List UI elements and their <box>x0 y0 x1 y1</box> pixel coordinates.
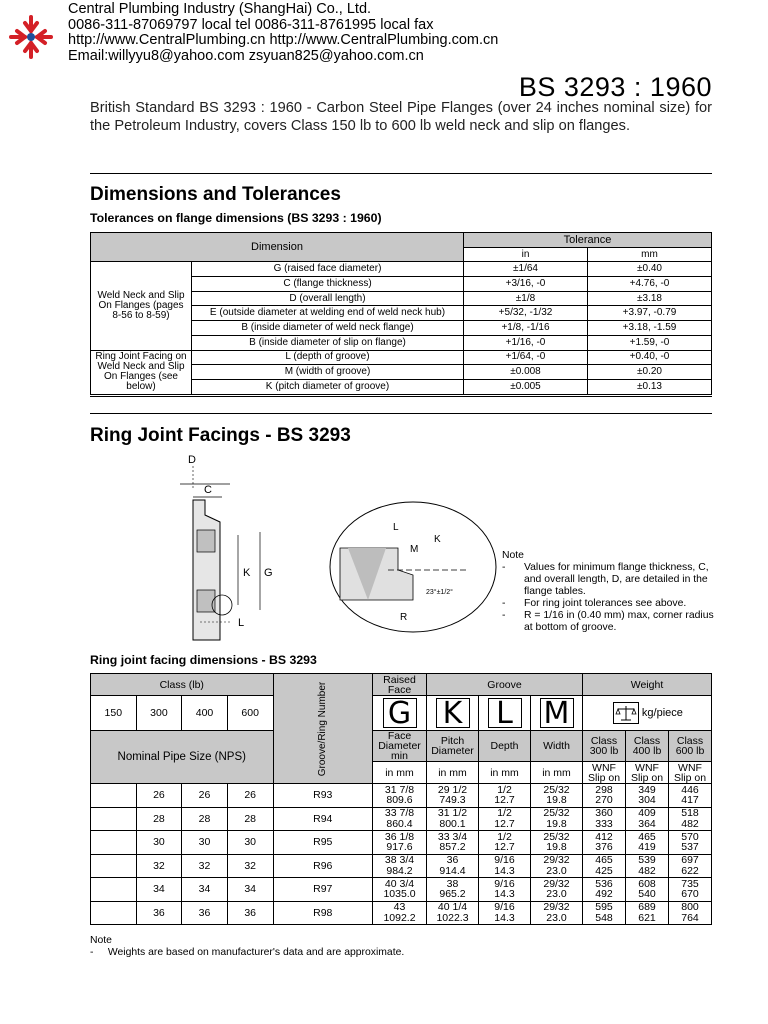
cell-c300: 26 <box>136 784 182 808</box>
th-w400: Class 400 lb <box>626 731 669 762</box>
cell-pitch: 31 1/2 800.1 <box>427 807 479 831</box>
table-row <box>91 854 712 878</box>
groove-detail-diagram <box>328 500 498 635</box>
k-label: K <box>243 567 251 579</box>
cell-c600: 32 <box>227 854 273 878</box>
cell-c400: 32 <box>182 854 228 878</box>
cell-in: +1/8, -1/16 <box>464 321 588 336</box>
th-pitch: Pitch Diameter <box>427 731 479 762</box>
cell-mm: +0.40, -0 <box>588 350 712 365</box>
th-mm: mm <box>588 247 712 262</box>
class-400: 400 <box>182 696 228 731</box>
th-depth: Depth <box>479 731 531 762</box>
th-weight: Weight <box>583 674 712 696</box>
th-groove: Groove <box>427 674 583 696</box>
cell-face: 38 3/4 984.2 <box>373 854 427 878</box>
cell-c300: 30 <box>136 831 182 855</box>
cell-c400: 36 <box>182 901 228 925</box>
cell-dim: G (raised face diameter) <box>192 262 464 277</box>
cell-in: ±1/8 <box>464 291 588 306</box>
divider <box>90 396 712 397</box>
table-row <box>91 350 712 365</box>
th-tolerance: Tolerance <box>464 233 712 248</box>
cell-face: 36 1/8 917.6 <box>373 831 427 855</box>
th-w300: Class 300 lb <box>583 731 626 762</box>
cell-depth: 9/16 14.3 <box>479 878 531 902</box>
cell-w600: 446 417 <box>669 784 712 808</box>
unit-pitch: in mm <box>427 762 479 784</box>
cell-dim: E (outside diameter at welding end of weld neck hub) <box>192 306 464 321</box>
l-label: L <box>238 617 245 629</box>
cell-mm: ±3.18 <box>588 291 712 306</box>
cell-face: 40 3/4 1035.0 <box>373 878 427 902</box>
company-phone: 0086-311-87069797 local tel 0086-311-8761995 local fax <box>68 16 434 33</box>
cell-c600: 26 <box>227 784 273 808</box>
c-label: C <box>204 484 212 496</box>
cell-c300: 32 <box>136 854 182 878</box>
class-300: 300 <box>136 696 182 731</box>
th-nps: Nominal Pipe Size (NPS) <box>91 731 274 784</box>
cell-c150 <box>91 901 137 925</box>
cell-c150 <box>91 831 137 855</box>
row-group-label: Ring Joint Facing on Weld Neck and Slip On Flanges (see below) <box>91 350 192 394</box>
cell-pitch: 33 3/4 857.2 <box>427 831 479 855</box>
th-groove-ring: Groove/Ring Number <box>273 674 372 784</box>
section-title-dimensions: Dimensions and Tolerances <box>90 184 341 205</box>
cell-pitch: 40 1/4 1022.3 <box>427 901 479 925</box>
cell-c400: 28 <box>182 807 228 831</box>
cell-w400: 539 482 <box>626 854 669 878</box>
cell-in: ±0.005 <box>464 379 588 394</box>
ring-table-title: Ring joint facing dimensions - BS 3293 <box>90 653 317 667</box>
wnf-300: WNF Slip on <box>583 762 626 784</box>
cell-w600: 735 670 <box>669 878 712 902</box>
cell-w400: 349 304 <box>626 784 669 808</box>
th-in: in <box>464 247 588 262</box>
cell-c400: 34 <box>182 878 228 902</box>
letter-m: M <box>531 696 583 731</box>
cell-ring: R98 <box>273 901 372 925</box>
table-row <box>91 262 712 277</box>
cell-width: 25/32 19.8 <box>531 784 583 808</box>
tolerance-table-title: Tolerances on flange dimensions (BS 3293 : 1960) <box>90 211 382 225</box>
cell-w300: 465 425 <box>583 854 626 878</box>
scale-icon <box>613 702 639 724</box>
cell-c150 <box>91 878 137 902</box>
table-row <box>91 878 712 902</box>
cell-c150 <box>91 784 137 808</box>
unit-depth: in mm <box>479 762 531 784</box>
company-name: Central Plumbing Industry (ShangHai) Co., Ltd. <box>68 1 372 17</box>
cell-c300: 36 <box>136 901 182 925</box>
cell-c300: 28 <box>136 807 182 831</box>
cell-mm: +4.76, -0 <box>588 277 712 292</box>
cell-in: +1/64, -0 <box>464 350 588 365</box>
cell-w400: 608 540 <box>626 878 669 902</box>
cell-dim: D (overall length) <box>192 291 464 306</box>
angle-label: 23°±1/2° <box>426 589 453 596</box>
d-label: D <box>188 454 196 466</box>
ring-joint-table <box>90 673 712 925</box>
unit-face: in mm <box>373 762 427 784</box>
divider <box>90 173 712 174</box>
tolerance-table <box>90 232 712 395</box>
cell-width: 29/32 23.0 <box>531 854 583 878</box>
standard-code: BS 3293 : 1960 <box>518 72 712 102</box>
flange-section-diagram <box>180 450 280 660</box>
cell-w600: 518 482 <box>669 807 712 831</box>
cell-width: 25/32 19.8 <box>531 831 583 855</box>
table-footnote <box>90 935 404 959</box>
g-label: G <box>264 567 273 579</box>
footnote-text: - Weights are based on manufacturer's data and are approximate. <box>90 947 405 958</box>
cell-mm: ±0.20 <box>588 365 712 380</box>
th-face-diam: Face Diameter min <box>373 731 427 762</box>
cell-depth: 1/2 12.7 <box>479 807 531 831</box>
cell-dim: B (inside diameter of weld neck flange) <box>192 321 464 336</box>
r-label: R <box>400 612 408 623</box>
cell-face: 33 7/8 860.4 <box>373 807 427 831</box>
footnote-title: Note <box>90 935 112 946</box>
cell-w300: 360 333 <box>583 807 626 831</box>
th-class: Class (lb) <box>91 674 274 696</box>
cell-dim: B (inside diameter of slip on flange) <box>192 335 464 350</box>
cell-dim: M (width of groove) <box>192 365 464 380</box>
cell-face: 43 1092.2 <box>373 901 427 925</box>
cell-in: +3/16, -0 <box>464 277 588 292</box>
cell-ring: R93 <box>273 784 372 808</box>
company-logo <box>8 14 54 60</box>
th-dimension: Dimension <box>91 233 464 262</box>
cell-in: ±1/64 <box>464 262 588 277</box>
cell-c400: 30 <box>182 831 228 855</box>
weight-scale <box>583 696 712 731</box>
cell-c400: 26 <box>182 784 228 808</box>
cell-width: 25/32 19.8 <box>531 807 583 831</box>
cell-w300: 412 376 <box>583 831 626 855</box>
note-title: Note <box>502 550 524 561</box>
row-group-label: Weld Neck and Slip On Flanges (pages 8-56 to 8-59) <box>91 262 192 350</box>
cell-w300: 298 270 <box>583 784 626 808</box>
cell-w600: 570 537 <box>669 831 712 855</box>
cell-in: +1/16, -0 <box>464 335 588 350</box>
cell-mm: +3.97, -0.79 <box>588 306 712 321</box>
cell-mm: +3.18, -1.59 <box>588 321 712 336</box>
cell-pitch: 38 965.2 <box>427 878 479 902</box>
section-title-ring-joint: Ring Joint Facings - BS 3293 <box>90 425 351 446</box>
cell-dim: K (pitch diameter of groove) <box>192 379 464 394</box>
cell-depth: 9/16 14.3 <box>479 901 531 925</box>
class-150: 150 <box>91 696 137 731</box>
divider <box>90 413 712 414</box>
letter-l: L <box>479 696 531 731</box>
cell-w600: 697 622 <box>669 854 712 878</box>
cell-mm: ±0.13 <box>588 379 712 394</box>
cell-mm: ±0.40 <box>588 262 712 277</box>
cell-width: 29/32 23.0 <box>531 901 583 925</box>
cell-in: ±0.008 <box>464 365 588 380</box>
cell-ring: R95 <box>273 831 372 855</box>
note-item: - R = 1/16 in (0.40 mm) max, corner radius at bottom of groove. <box>502 610 714 633</box>
intro-paragraph: British Standard BS 3293 : 1960 - Carbon Steel Pipe Flanges (over 24 inches nominal size) for the Petroleum Industry, covers Class 150 lb to 600 lb weld neck and slip on flanges. <box>90 100 712 134</box>
cell-c150 <box>91 807 137 831</box>
cell-width: 29/32 23.0 <box>531 878 583 902</box>
cell-depth: 1/2 12.7 <box>479 784 531 808</box>
company-header <box>68 2 498 64</box>
kg-piece: kg/piece <box>641 706 683 719</box>
letter-k: K <box>427 696 479 731</box>
cell-c600: 28 <box>227 807 273 831</box>
cell-ring: R94 <box>273 807 372 831</box>
letter-g: G <box>373 696 427 731</box>
cell-ring: R97 <box>273 878 372 902</box>
table-row <box>91 807 712 831</box>
cell-c600: 36 <box>227 901 273 925</box>
k-groove-label: K <box>434 534 441 545</box>
cell-face: 31 7/8 809.6 <box>373 784 427 808</box>
class-600: 600 <box>227 696 273 731</box>
wnf-600: WNF Slip on <box>669 762 712 784</box>
cell-w300: 595 548 <box>583 901 626 925</box>
th-w600: Class 600 lb <box>669 731 712 762</box>
company-urls[interactable]: http://www.CentralPlumbing.cn http://www.CentralPlumbing.com.cn <box>68 32 499 48</box>
table-row <box>91 784 712 808</box>
wnf-400: WNF Slip on <box>626 762 669 784</box>
note-item: - Values for minimum flange thickness, C, and overall length, D, are detailed in the flange tables. <box>502 562 709 597</box>
l-groove-label: L <box>393 522 399 533</box>
cell-c150 <box>91 854 137 878</box>
cell-in: +5/32, -1/32 <box>464 306 588 321</box>
m-label: M <box>410 544 419 555</box>
cell-depth: 9/16 14.3 <box>479 854 531 878</box>
diagram-notes <box>502 550 714 634</box>
cell-pitch: 36 914.4 <box>427 854 479 878</box>
cell-mm: +1.59, -0 <box>588 335 712 350</box>
cell-w400: 465 419 <box>626 831 669 855</box>
cell-w400: 409 364 <box>626 807 669 831</box>
cell-w400: 689 621 <box>626 901 669 925</box>
cell-depth: 1/2 12.7 <box>479 831 531 855</box>
unit-width: in mm <box>531 762 583 784</box>
table-row <box>91 901 712 925</box>
table-row <box>91 831 712 855</box>
cell-w300: 536 492 <box>583 878 626 902</box>
cell-c600: 34 <box>227 878 273 902</box>
cell-dim: L (depth of groove) <box>192 350 464 365</box>
cell-c600: 30 <box>227 831 273 855</box>
note-item: - For ring joint tolerances see above. <box>502 598 687 609</box>
th-width: Width <box>531 731 583 762</box>
cell-w600: 800 764 <box>669 901 712 925</box>
company-email[interactable]: Email:willyyu8@yahoo.com zsyuan825@yahoo.com.cn <box>68 47 424 64</box>
cell-c300: 34 <box>136 878 182 902</box>
cell-ring: R96 <box>273 854 372 878</box>
th-raised-face: Raised Face <box>373 674 427 696</box>
cell-dim: C (flange thickness) <box>192 277 464 292</box>
cell-pitch: 29 1/2 749.3 <box>427 784 479 808</box>
